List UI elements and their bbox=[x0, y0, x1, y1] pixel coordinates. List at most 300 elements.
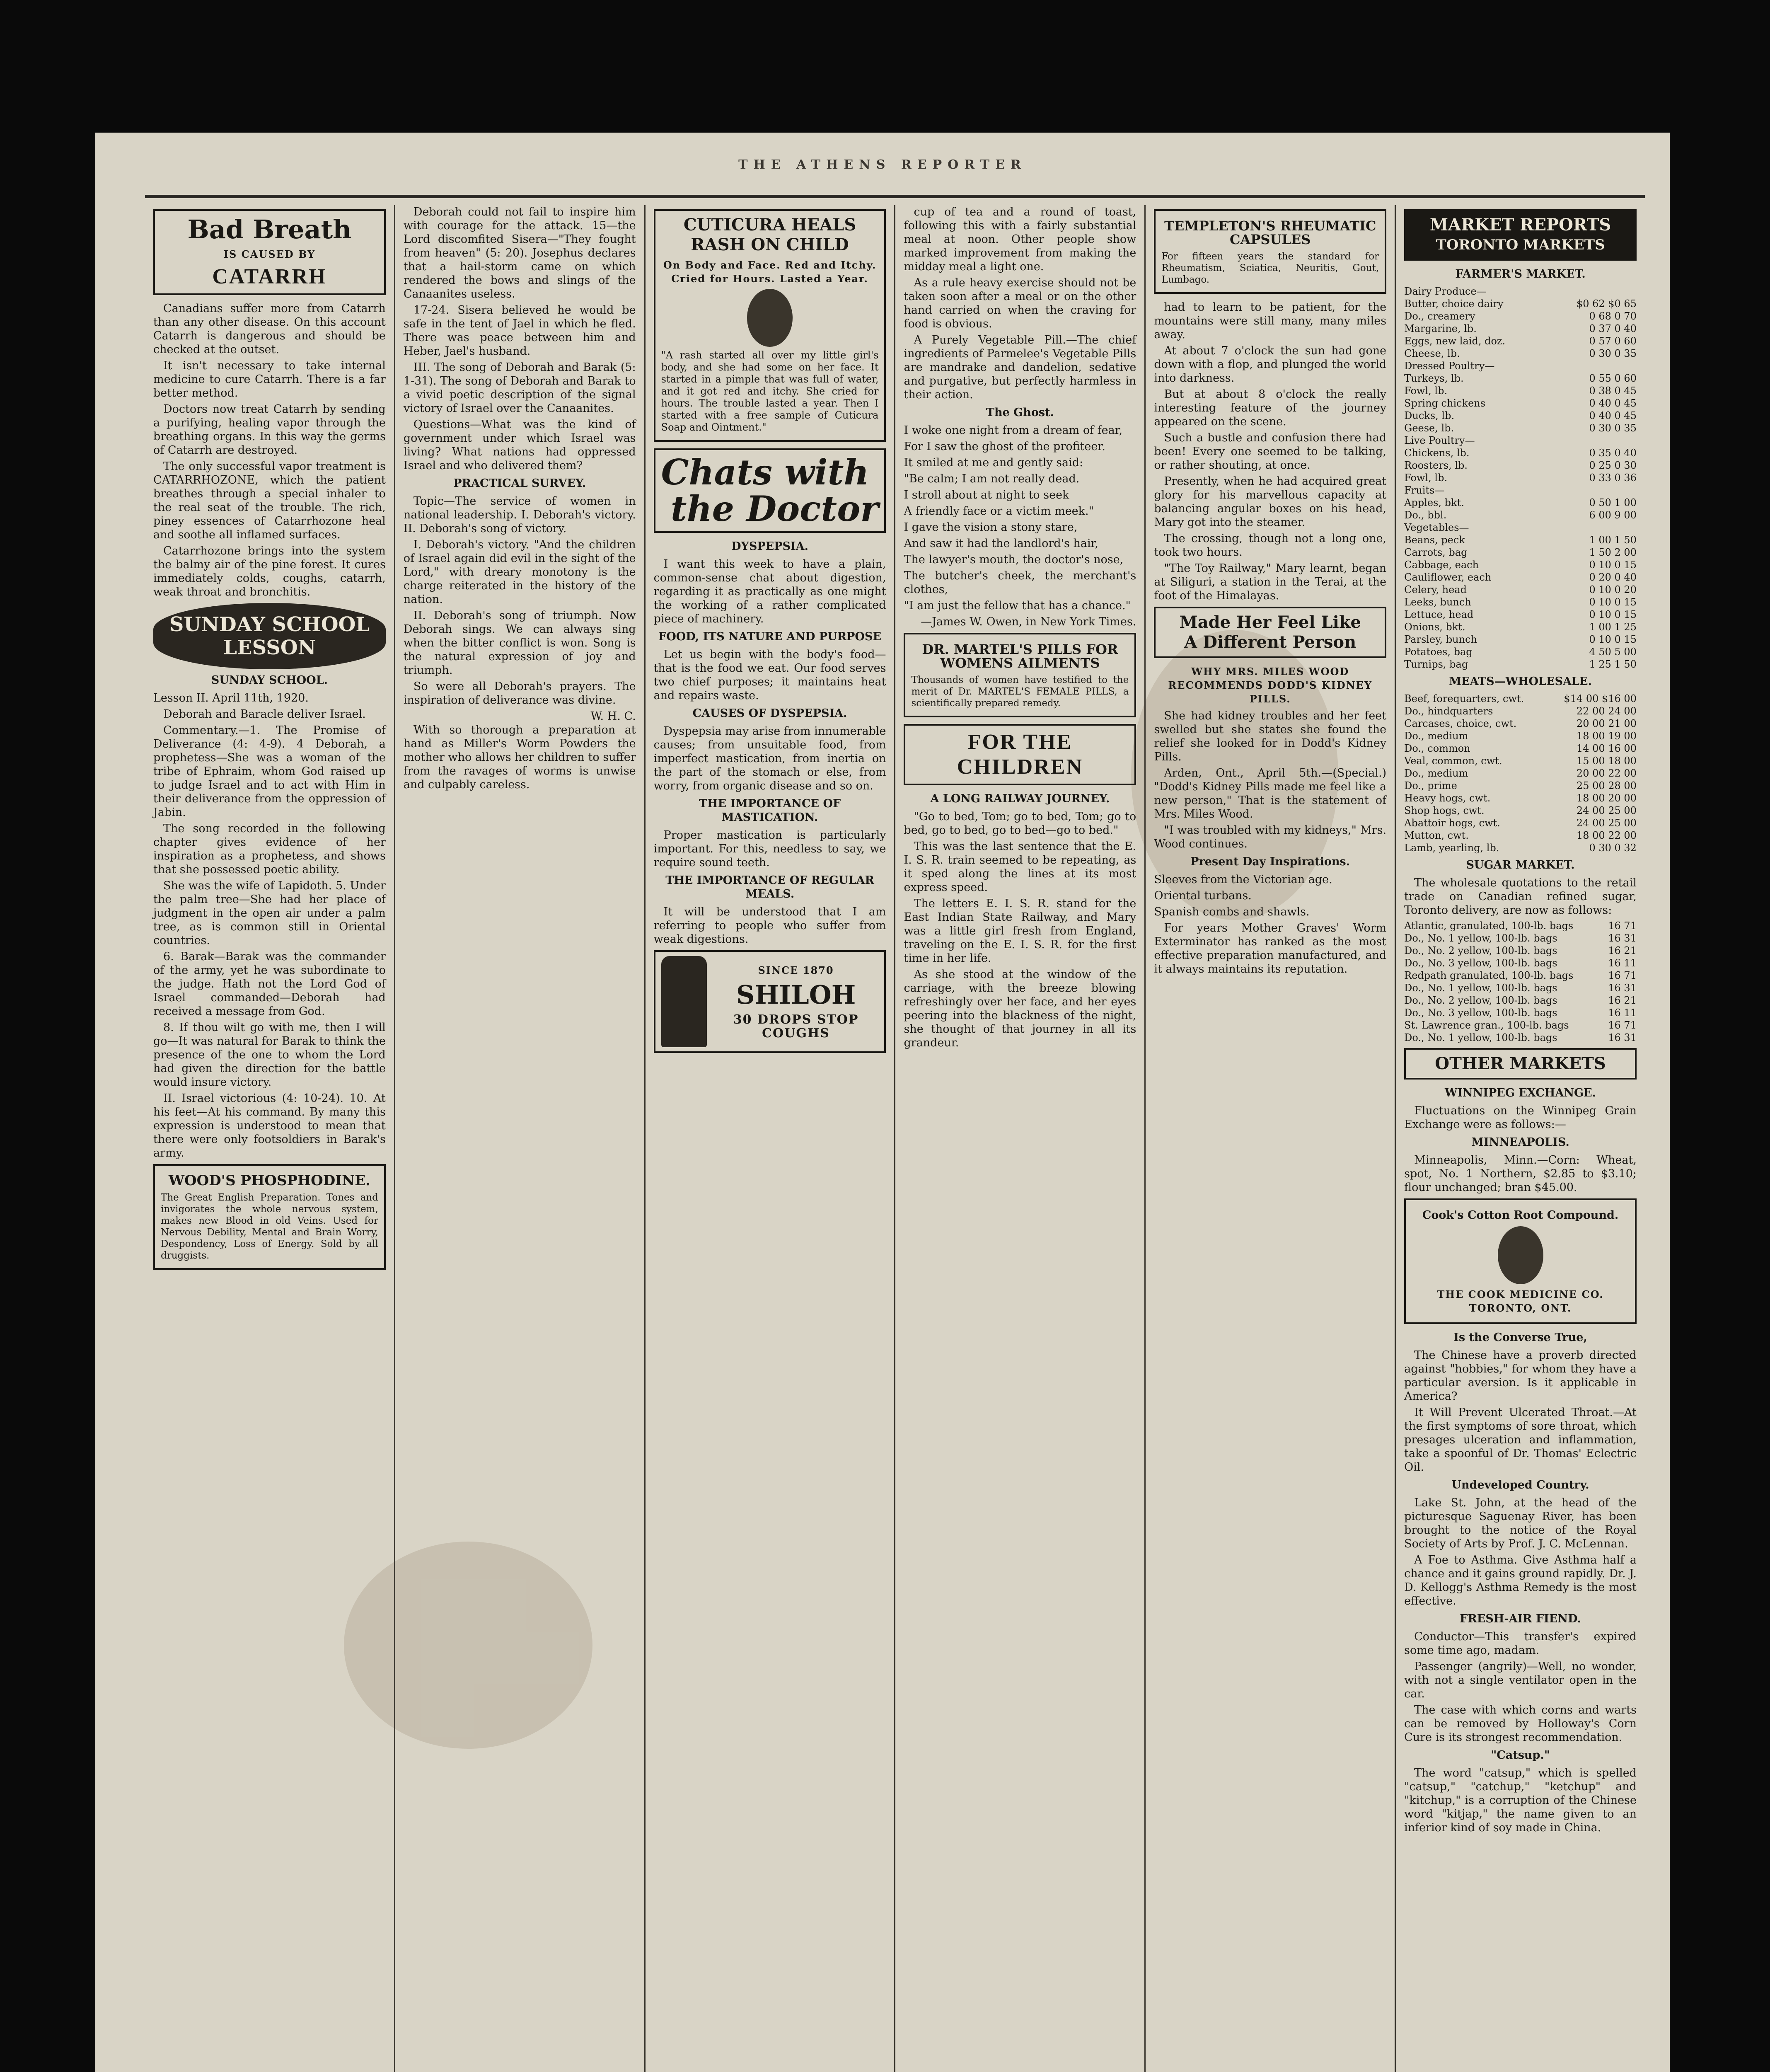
paragraph: The only successful vapor treatment is CATARRHOZONE, which the patient breathes through a special inhaler to the real seat of the trouble. The rich, piney essences of Catarrhozone heal and soothe all inflamed surfaces. bbox=[153, 460, 386, 541]
row-value: 0 57 0 60 bbox=[1589, 335, 1637, 347]
row-label: Fruits— bbox=[1404, 484, 1445, 496]
row-value: 0 35 0 40 bbox=[1589, 447, 1637, 459]
section-heading: FOOD, ITS NATURE AND PURPOSE bbox=[658, 630, 882, 643]
table-row bbox=[1404, 298, 1637, 310]
ad-text: "A rash started all over my little girl's body, and she had some on her face. It started in a pimple that was full of water, and it got red and itchy. She cried for hours. The trouble lasted a year. Then I started with a free sample of Cuticura Soap and Ointment." bbox=[661, 349, 879, 433]
sugar-table bbox=[1404, 920, 1637, 1044]
table-row bbox=[1404, 521, 1637, 534]
paragraph: I. Deborah's victory. "And the children of Israel again did evil in the sight of the Lord," with dreary monotony is the charge reiterated in the history of the nation. bbox=[403, 538, 636, 606]
row-value: 0 10 0 15 bbox=[1589, 596, 1637, 608]
paragraph: The case with which corns and warts can be removed by Holloway's Corn Cure is its strongest recommendation. bbox=[1404, 1704, 1637, 1744]
column-3 bbox=[646, 205, 896, 2072]
paragraph: "The Toy Railway," Mary learnt, began at Siliguri, a station in the Terai, at the foot of the Himalayas. bbox=[1154, 562, 1387, 602]
shiloh-ad bbox=[654, 950, 886, 1053]
table-row bbox=[1404, 534, 1637, 546]
section-heading: Is the Converse True, bbox=[1453, 1331, 1587, 1344]
paragraph: A Foe to Asthma. Give Asthma half a chance and it gains ground rapidly. Dr. J. D. Kellogg's Asthma Remedy is the most effective. bbox=[1404, 1554, 1637, 1607]
table-row bbox=[1404, 608, 1637, 621]
row-label: Heavy hogs, cwt. bbox=[1404, 792, 1491, 804]
paragraph: Doctors now treat Catarrh by sending a purifying, healing vapor through the breathing organs. In this way the germs of Catarrh are destroyed. bbox=[153, 403, 386, 457]
header-line-2: the Doctor bbox=[670, 488, 879, 529]
row-label: Do., No. 3 yellow, 100-lb. bags bbox=[1404, 957, 1557, 969]
poem-line: I stroll about at night to seek bbox=[904, 489, 1069, 501]
section-heading: "Catsup." bbox=[1491, 1749, 1550, 1762]
masthead-rule bbox=[145, 195, 1645, 198]
row-label: Cauliflower, each bbox=[1404, 571, 1492, 583]
row-value: 25 00 28 00 bbox=[1576, 780, 1637, 792]
row-label: Carcases, choice, cwt. bbox=[1404, 718, 1517, 729]
row-value: 16 31 bbox=[1608, 982, 1637, 994]
masthead: THE ATHENS REPORTER bbox=[738, 157, 1027, 172]
ad-title: Cook's Cotton Root Compound. bbox=[1422, 1209, 1619, 1222]
row-label: Fowl, lb. bbox=[1404, 385, 1448, 397]
poem-heading: The Ghost. bbox=[986, 406, 1054, 419]
list-item: Sleeves from the Victorian age. bbox=[1154, 873, 1332, 886]
section-heading: MINNEAPOLIS. bbox=[1471, 1136, 1569, 1149]
paragraph: As she stood at the window of the carriage, with the breeze blowing refreshingly over her face, and her eyes peering into the blackness of the night, she thought of that journey in all its grandeur. bbox=[904, 968, 1136, 1049]
table-row bbox=[1404, 829, 1637, 842]
ad-title: CUTICURA HEALS RASH ON CHILD bbox=[683, 215, 856, 254]
section-heading: THE IMPORTANCE OF MASTICATION. bbox=[699, 797, 841, 824]
column-6 bbox=[1396, 205, 1645, 2072]
table-row bbox=[1404, 994, 1637, 1007]
section-heading: MEATS—WHOLESALE. bbox=[1449, 675, 1592, 688]
row-label: Do., No. 2 yellow, 100-lb. bags bbox=[1404, 945, 1557, 956]
row-label: Veal, common, cwt. bbox=[1404, 755, 1502, 767]
column-2 bbox=[395, 205, 646, 2072]
row-value: 18 00 22 00 bbox=[1576, 830, 1637, 841]
row-label: Turnips, bag bbox=[1404, 658, 1468, 670]
row-value: 1 00 1 25 bbox=[1589, 621, 1637, 633]
paragraph: The song recorded in the following chapter gives evidence of her inspiration as a prophetess, and shows that she possessed poetic ability. bbox=[153, 822, 386, 876]
table-row bbox=[1404, 633, 1637, 646]
row-label: Carrots, bag bbox=[1404, 547, 1468, 558]
table-row bbox=[1404, 509, 1637, 521]
poem-line: It smiled at me and gently said: bbox=[904, 456, 1083, 469]
table-row bbox=[1404, 459, 1637, 472]
banner-title: MARKET REPORTS bbox=[1429, 215, 1611, 235]
paragraph: Proper mastication is particularly important. For this, needless to say, we require sound teeth. bbox=[653, 829, 886, 869]
row-value: 0 50 1 00 bbox=[1589, 497, 1637, 508]
row-value: 0 10 0 20 bbox=[1589, 584, 1637, 595]
header-title: FOR THE CHILDREN bbox=[957, 730, 1083, 779]
row-value: 16 71 bbox=[1608, 920, 1637, 932]
table-row bbox=[1404, 932, 1637, 944]
dodds-header bbox=[1154, 607, 1386, 658]
row-label: Shop hogs, cwt. bbox=[1404, 805, 1485, 816]
poem-line: I gave the vision a stony stare, bbox=[904, 521, 1078, 534]
row-value: 22 00 24 00 bbox=[1576, 705, 1637, 717]
table-row bbox=[1404, 484, 1637, 496]
section-heading: THE IMPORTANCE OF REGULAR MEALS. bbox=[665, 874, 874, 900]
row-label: Geese, lb. bbox=[1404, 422, 1454, 434]
row-value: 16 71 bbox=[1608, 970, 1637, 981]
table-row bbox=[1404, 792, 1637, 804]
row-value: 0 40 0 45 bbox=[1589, 397, 1637, 409]
table-row bbox=[1404, 692, 1637, 705]
table-row bbox=[1404, 705, 1637, 717]
row-label: Onions, bkt. bbox=[1404, 621, 1465, 633]
section-heading: CAUSES OF DYSPEPSIA. bbox=[692, 707, 847, 720]
row-label: Mutton, cwt. bbox=[1404, 830, 1469, 841]
table-row bbox=[1404, 982, 1637, 994]
row-label: Lettuce, head bbox=[1404, 609, 1474, 620]
row-label: Fowl, lb. bbox=[1404, 472, 1448, 484]
bottle-icon bbox=[661, 956, 707, 1047]
child-portrait bbox=[747, 289, 793, 347]
table-row bbox=[1404, 1031, 1637, 1044]
paragraph: 8. If thou wilt go with me, then I will go—It was natural for Barak to think the presence of the one to whom the Lord had given the direction for the battle would insure victory. bbox=[153, 1021, 386, 1089]
paragraph: Questions—What was the kind of government under which Israel was living? What nations had oppressed Israel and who delivered them? bbox=[403, 418, 636, 472]
columns bbox=[145, 205, 1645, 2072]
table-row bbox=[1404, 944, 1637, 957]
paragraph: Canadians suffer more from Catarrh than any other disease. On this account Catarrh is dangerous and should be checked at the outset. bbox=[153, 302, 386, 356]
row-label: St. Lawrence gran., 100-lb. bags bbox=[1404, 1019, 1569, 1031]
table-row bbox=[1404, 322, 1637, 335]
column-5 bbox=[1146, 205, 1396, 2072]
table-row bbox=[1404, 969, 1637, 982]
row-value: 0 30 0 35 bbox=[1589, 422, 1637, 434]
row-label: Redpath granulated, 100-lb. bags bbox=[1404, 970, 1574, 981]
banner-subtitle: TORONTO MARKETS bbox=[1436, 237, 1605, 253]
row-label: Do., No. 2 yellow, 100-lb. bags bbox=[1404, 995, 1557, 1006]
row-value: 0 68 0 70 bbox=[1589, 310, 1637, 322]
row-value: $14 00 $16 00 bbox=[1564, 693, 1637, 704]
table-row bbox=[1404, 842, 1637, 854]
poem-line: The butcher's cheek, the merchant's clothes, bbox=[904, 569, 1136, 596]
table-row bbox=[1404, 817, 1637, 829]
row-value: 16 31 bbox=[1608, 1032, 1637, 1043]
lesson-heading: SUNDAY SCHOOL. bbox=[211, 674, 328, 687]
paragraph: Catarrhozone brings into the system the balmy air of the pine forest. It cures immediately colds, coughs, catarrh, weak throat and bronchitis. bbox=[153, 545, 386, 598]
ad-company: THE COOK MEDICINE CO. TORONTO, ONT. bbox=[1437, 1288, 1604, 1314]
banner-line-1: SUNDAY SCHOOL bbox=[169, 613, 370, 636]
row-value: 0 33 0 36 bbox=[1589, 472, 1637, 484]
row-value: 16 11 bbox=[1608, 957, 1637, 969]
paragraph: She had kidney troubles and her feet swelled but she states she found the relief she looked for in Dodd's Kidney Pills. bbox=[1154, 709, 1387, 763]
meats-table bbox=[1404, 692, 1637, 854]
row-value: 0 55 0 60 bbox=[1589, 373, 1637, 384]
paragraph: Fluctuations on the Winnipeg Grain Exchange were as follows:— bbox=[1404, 1104, 1637, 1131]
row-label: Do., bbl. bbox=[1404, 509, 1447, 521]
table-row bbox=[1404, 310, 1637, 322]
table-row bbox=[1404, 385, 1637, 397]
row-value: 1 50 2 00 bbox=[1589, 547, 1637, 558]
section-heading: Present Day Inspirations. bbox=[1190, 855, 1350, 868]
paragraph: Presently, when he had acquired great glory for his marvellous capacity at balancing angular boxes on his head, Mary got into the steamer. bbox=[1154, 475, 1387, 529]
paragraph: It isn't necessary to take internal medicine to cure Catarrh. There is a far better method. bbox=[153, 359, 386, 399]
row-label: Vegetables— bbox=[1404, 522, 1469, 533]
row-value: 16 11 bbox=[1608, 1007, 1637, 1019]
row-label: Cheese, lb. bbox=[1404, 348, 1460, 359]
row-value: 4 50 5 00 bbox=[1589, 646, 1637, 658]
paragraph: For years Mother Graves' Worm Exterminator has ranked as the most effective preparation manufactured, and it always maintains its reputation. bbox=[1154, 922, 1387, 975]
table-row bbox=[1404, 717, 1637, 730]
market-reports-banner bbox=[1404, 209, 1637, 261]
row-value: 18 00 19 00 bbox=[1576, 730, 1637, 742]
paragraph: Arden, Ont., April 5th.—(Special.) "Dodd's Kidney Pills made me feel like a new person," That is the statement of Mrs. Miles Wood. bbox=[1154, 767, 1387, 821]
paragraph: Passenger (angrily)—Well, no wonder, with not a single ventilator open in the car. bbox=[1404, 1660, 1637, 1700]
ad-subtitle: On Body and Face. Red and Itchy. Cried for Hours. Lasted a Year. bbox=[663, 259, 877, 285]
paragraph: The wholesale quotations to the retail trade on Canadian refined sugar, Toronto delivery, are now as follows: bbox=[1404, 876, 1637, 917]
paragraph: A Purely Vegetable Pill.—The chief ingredients of Parmelee's Vegetable Pills are mandrake and dandelion, sedative and purgative, but perfectly harmless in their action. bbox=[904, 334, 1136, 401]
paragraph: I want this week to have a plain, common-sense chat about digestion, regarding it as practically as one might the working of a rather complicated piece of machinery. bbox=[653, 558, 886, 625]
table-row bbox=[1404, 779, 1637, 792]
table-row bbox=[1404, 730, 1637, 742]
ad-tagline: 30 DROPS STOP COUGHS bbox=[733, 1012, 859, 1041]
cuticura-ad bbox=[654, 209, 886, 442]
table-row bbox=[1404, 755, 1637, 767]
table-row bbox=[1404, 621, 1637, 633]
section-heading: SUGAR MARKET. bbox=[1466, 859, 1575, 871]
row-label: Dairy Produce— bbox=[1404, 286, 1487, 297]
row-label: Do., No. 1 yellow, 100-lb. bags bbox=[1404, 982, 1557, 994]
table-row bbox=[1404, 285, 1637, 298]
row-value: 0 38 0 45 bbox=[1589, 385, 1637, 397]
newspaper-page bbox=[95, 133, 1670, 2072]
list-item: Oriental turbans. bbox=[1154, 889, 1252, 902]
table-row bbox=[1404, 360, 1637, 372]
ad-text: For fifteen years the standard for Rheumatism, Sciatica, Neuritis, Gout, Lumbago. bbox=[1161, 251, 1379, 285]
row-label: Do., creamery bbox=[1404, 310, 1475, 322]
row-value: 15 00 18 00 bbox=[1576, 755, 1637, 767]
row-label: Cabbage, each bbox=[1404, 559, 1479, 571]
header-line-1: Made Her Feel Like bbox=[1179, 612, 1361, 632]
row-label: Do., prime bbox=[1404, 780, 1457, 792]
row-value: 1 00 1 50 bbox=[1589, 534, 1637, 546]
table-row bbox=[1404, 742, 1637, 755]
row-label: Do., common bbox=[1404, 743, 1470, 754]
ad-title: Bad Breath bbox=[187, 214, 352, 244]
paragraph: II. Deborah's song of triumph. Now Deborah sings. We can always sing when the bitter conflict is won. Song is the natural expression of joy and triumph. bbox=[403, 609, 636, 677]
lesson-title: Deborah and Baracle deliver Israel. bbox=[163, 708, 366, 721]
row-label: Beans, peck bbox=[1404, 534, 1465, 546]
column-1 bbox=[145, 205, 395, 2072]
row-value: 24 00 25 00 bbox=[1576, 817, 1637, 829]
paragraph: She was the wife of Lapidoth. 5. Under the palm tree—She had her place of judgment in the open air under a palm tree, as is common still in Oriental countries. bbox=[153, 879, 386, 947]
table-row bbox=[1404, 472, 1637, 484]
paragraph: As a rule heavy exercise should not be taken soon after a meal or on the other hand carried on when the craving for food is obvious. bbox=[904, 276, 1136, 330]
poem-line: The lawyer's mouth, the doctor's nose, bbox=[904, 553, 1124, 566]
paragraph: The crossing, though not a long one, took two hours. bbox=[1154, 532, 1387, 559]
paragraph: Let us begin with the body's food—that is the food we eat. Our food serves two chief purposes; it maintains heat and repairs waste. bbox=[653, 648, 886, 702]
row-value: 0 40 0 45 bbox=[1589, 410, 1637, 421]
row-value: 14 00 16 00 bbox=[1576, 743, 1637, 754]
poem-line: "Be calm; I am not really dead. bbox=[904, 472, 1080, 485]
row-label: Do., medium bbox=[1404, 730, 1468, 742]
table-row bbox=[1404, 409, 1637, 422]
row-label: Turkeys, lb. bbox=[1404, 373, 1464, 384]
woods-phosphodine-ad bbox=[153, 1164, 386, 1270]
cooks-ad bbox=[1404, 1198, 1637, 1324]
section-heading: FRESH-AIR FIEND. bbox=[1460, 1612, 1581, 1625]
banner-line-2: LESSON bbox=[223, 636, 316, 659]
table-row bbox=[1404, 496, 1637, 509]
row-value: 20 00 22 00 bbox=[1576, 767, 1637, 779]
table-row bbox=[1404, 646, 1637, 658]
column-4 bbox=[895, 205, 1146, 2072]
row-label: Atlantic, granulated, 100-lb. bags bbox=[1404, 920, 1574, 932]
row-label: Do., medium bbox=[1404, 767, 1468, 779]
table-row bbox=[1404, 559, 1637, 571]
row-label: Margarine, lb. bbox=[1404, 323, 1477, 334]
table-row bbox=[1404, 957, 1637, 969]
ad-title: SHILOH bbox=[736, 979, 856, 1010]
table-row bbox=[1404, 1019, 1637, 1031]
row-label: Eggs, new laid, doz. bbox=[1404, 335, 1506, 347]
row-value: 0 37 0 40 bbox=[1589, 323, 1637, 334]
row-value: 16 71 bbox=[1608, 1019, 1637, 1031]
row-value: 0 10 0 15 bbox=[1589, 634, 1637, 645]
row-label: Celery, head bbox=[1404, 584, 1467, 595]
paragraph: The letters E. I. S. R. stand for the East Indian State Railway, and Mary was a little girl fresh from England, traveling on the E. I. S. R. for the first time in her life. bbox=[904, 897, 1136, 965]
poem-credit: —James W. Owen, in New York Times. bbox=[921, 615, 1136, 628]
paragraph: Deborah could not fail to inspire him with courage for the attack. 15—the Lord discomfited Sisera—"They fought from heaven" (5: 20). Josephus declares that a hail-storm came on which rendered the bows and slings of the Canaanites useless. bbox=[403, 206, 636, 300]
paragraph: III. The song of Deborah and Barak (5: 1-31). The song of Deborah and Barak to a vivid poetic description of the signal victory of Israel over the Canaanites. bbox=[403, 361, 636, 415]
section-heading: WINNIPEG EXCHANGE. bbox=[1445, 1087, 1596, 1099]
ad-title: WOOD'S PHOSPHODINE. bbox=[168, 1172, 370, 1189]
row-label: Butter, choice dairy bbox=[1404, 298, 1504, 310]
row-value: 0 10 0 15 bbox=[1589, 559, 1637, 571]
paragraph: Topic—The service of women in national leadership. I. Deborah's victory. II. Deborah's song of victory. bbox=[403, 495, 636, 535]
paragraph: Commentary.—1. The Promise of Deliverance (4: 4-9). 4 Deborah, a prophetess—She was a woman of the tribe of Ephraim, whom God raised up to judge Israel and to act with Him in their deliverance from the oppression of Jabin. bbox=[153, 724, 386, 819]
row-label: Abattoir hogs, cwt. bbox=[1404, 817, 1500, 829]
row-value: 1 25 1 50 bbox=[1589, 658, 1637, 670]
martel-pills-ad bbox=[904, 633, 1136, 717]
table-row bbox=[1404, 804, 1637, 817]
section-heading: PRACTICAL SURVEY. bbox=[453, 477, 586, 490]
ad-title: TEMPLETON'S RHEUMATIC CAPSULES bbox=[1164, 218, 1376, 247]
paragraph: This was the last sentence that the E. I. S. R. train seemed to be repeating, as it sped along the lines at its most express speed. bbox=[904, 840, 1136, 894]
paragraph: It will be understood that I am referring to people who suffer from weak digestions. bbox=[653, 905, 886, 946]
row-label: Dressed Poultry— bbox=[1404, 360, 1495, 372]
row-label: Live Poultry— bbox=[1404, 435, 1475, 446]
poem-line: I woke one night from a dream of fear, bbox=[904, 424, 1123, 437]
row-label: Do., hindquarters bbox=[1404, 705, 1493, 717]
section-subheading: WHY MRS. MILES WOOD RECOMMENDS DODD'S KIDNEY PILLS. bbox=[1168, 666, 1373, 705]
paragraph: The Chinese have a proverb directed against "hobbies," for whom they have a particular aversion. Is it applicable in America? bbox=[1404, 1349, 1637, 1403]
ad-since: SINCE 1870 bbox=[758, 964, 834, 976]
lesson-date: Lesson II. April 11th, 1920. bbox=[153, 692, 309, 704]
poem-line: A friendly face or a victim meek." bbox=[904, 505, 1094, 518]
table-row bbox=[1404, 447, 1637, 459]
paragraph: "Go to bed, Tom; go to bed, Tom; go to bed, go to bed, go to bed—go to bed." bbox=[904, 810, 1136, 837]
row-label: Parsley, bunch bbox=[1404, 634, 1477, 645]
row-value: $0 62 $0 65 bbox=[1576, 298, 1637, 310]
ad-text: Thousands of women have testified to the merit of Dr. MARTEL'S FEMALE PILLS, a scientifically prepared remedy. bbox=[911, 675, 1129, 709]
section-heading: A LONG RAILWAY JOURNEY. bbox=[930, 792, 1110, 805]
header-line-2: A Different Person bbox=[1184, 632, 1357, 652]
templeton-ad bbox=[1154, 209, 1386, 294]
row-label: Do., No. 3 yellow, 100-lb. bags bbox=[1404, 1007, 1557, 1019]
row-label: Do., No. 1 yellow, 100-lb. bags bbox=[1404, 932, 1557, 944]
paragraph: The word "catsup," which is spelled "catsup," "catchup," "ketchup" and "kitchup," is a corruption of the Chinese word "kitjap," the name given to an inferior kind of soy made in China. bbox=[1404, 1767, 1637, 1834]
header-line-1: Chats with bbox=[661, 452, 869, 493]
table-row bbox=[1404, 335, 1637, 347]
table-row bbox=[1404, 397, 1637, 409]
row-value: 0 30 0 35 bbox=[1589, 348, 1637, 359]
paragraph: 6. Barak—Barak was the commander of the army, yet he was subordinate to the judge. Hath not the Lord God of Israel commanded—Deborah had received a message from God. bbox=[153, 950, 386, 1018]
list-item: Spanish combs and shawls. bbox=[1154, 905, 1310, 918]
sunday-school-banner bbox=[153, 603, 386, 669]
table-row bbox=[1404, 571, 1637, 583]
row-label: Do., No. 1 yellow, 100-lb. bags bbox=[1404, 1032, 1557, 1043]
paragraph: Lake St. John, at the head of the picturesque Saguenay River, has been brought to the notice of the Royal Society of Arts by Prof. J. C. McLennan. bbox=[1404, 1496, 1637, 1550]
paragraph: Conductor—This transfer's expired some time ago, madam. bbox=[1404, 1630, 1637, 1657]
row-value: 0 25 0 30 bbox=[1589, 460, 1637, 471]
paragraph: 17-24. Sisera believed he would be safe in the tent of Jael in which he fled. There was peace between him and Heber, Jael's husband. bbox=[403, 304, 636, 358]
section-heading: DYSPEPSIA. bbox=[731, 540, 808, 553]
ad-text: The Great English Preparation. Tones and invigorates the whole nervous system, makes new Blood in old Veins. Used for Nervous Debility, Mental and Brain Worry, Despondency, Loss of Energy. Sold by all druggists. bbox=[161, 1192, 378, 1261]
poem-line: "I am just the fellow that has a chance." bbox=[904, 599, 1131, 612]
paragraph: "I was troubled with my kidneys," Mrs. Wood continues. bbox=[1154, 824, 1387, 850]
ad-name: CATARRH bbox=[212, 265, 327, 288]
paragraph: At about 7 o'clock the sun had gone down with a flop, and plunged the world into darkness. bbox=[1154, 344, 1387, 385]
table-row bbox=[1404, 546, 1637, 559]
row-value: 0 10 0 15 bbox=[1589, 609, 1637, 620]
paragraph: So were all Deborah's prayers. The inspiration of deliverance was divine. bbox=[403, 680, 636, 707]
table-row bbox=[1404, 583, 1637, 596]
table-row bbox=[1404, 372, 1637, 385]
row-value: 16 31 bbox=[1608, 932, 1637, 944]
row-value: 18 00 20 00 bbox=[1576, 792, 1637, 804]
row-value: 16 21 bbox=[1608, 995, 1637, 1006]
section-heading: Undeveloped Country. bbox=[1451, 1479, 1589, 1491]
row-label: Ducks, lb. bbox=[1404, 410, 1455, 421]
row-label: Lamb, yearling, lb. bbox=[1404, 842, 1499, 854]
row-label: Beef, forequarters, cwt. bbox=[1404, 693, 1524, 704]
row-label: Roosters, lb. bbox=[1404, 460, 1468, 471]
row-label: Spring chickens bbox=[1404, 397, 1486, 409]
section-heading: FARMER'S MARKET. bbox=[1455, 268, 1586, 281]
header-title: OTHER MARKETS bbox=[1435, 1054, 1606, 1073]
other-markets-header bbox=[1404, 1048, 1637, 1080]
row-value: 6 00 9 00 bbox=[1589, 509, 1637, 521]
paragraph: It Will Prevent Ulcerated Throat.—At the first symptoms of sore throat, which presages ulceration and inflammation, take a spoonful of Dr. Thomas' Eclectric Oil. bbox=[1404, 1406, 1637, 1474]
ad-subtitle: IS CAUSED BY bbox=[223, 248, 316, 260]
row-label: Potatoes, bag bbox=[1404, 646, 1473, 658]
paragraph: Dyspepsia may arise from innumerable causes; from unsuitable food, from imperfect mastication, from inertia on the part of the stomach or else, from worry, from organic disease and so on. bbox=[653, 725, 886, 792]
row-value: 16 21 bbox=[1608, 945, 1637, 956]
paragraph: But at about 8 o'clock the really interesting feature of the journey appeared on the scene. bbox=[1154, 388, 1387, 428]
paragraph: Minneapolis, Minn.—Corn: Wheat, spot, No. 1 Northern, $2.85 to $3.10; flour unchanged; bran $45.00. bbox=[1404, 1154, 1637, 1194]
children-header bbox=[904, 724, 1136, 785]
table-row bbox=[1404, 596, 1637, 608]
table-row bbox=[1404, 434, 1637, 447]
farmers-market-table bbox=[1404, 285, 1637, 670]
poem-line: And saw it had the landlord's hair, bbox=[904, 537, 1099, 550]
table-row bbox=[1404, 767, 1637, 779]
table-row bbox=[1404, 1007, 1637, 1019]
table-row bbox=[1404, 658, 1637, 670]
table-row bbox=[1404, 347, 1637, 360]
paragraph: cup of tea and a round of toast, following this with a fairly substantial meal at noon. Other people show marked improvement from making the midday meal a light one. bbox=[904, 206, 1136, 273]
poem-line: For I saw the ghost of the profiteer. bbox=[904, 440, 1105, 453]
paragraph: With so thorough a preparation at hand as Miller's Worm Powders the mother who allows her children to suffer from the ravages of worms is unwise and culpably careless. bbox=[403, 724, 636, 791]
row-label: Apples, bkt. bbox=[1404, 497, 1464, 508]
row-label: Chickens, lb. bbox=[1404, 447, 1470, 459]
bad-breath-ad bbox=[153, 209, 386, 295]
row-value: 0 20 0 40 bbox=[1589, 571, 1637, 583]
row-label: Leeks, bunch bbox=[1404, 596, 1471, 608]
row-value: 20 00 21 00 bbox=[1576, 718, 1637, 729]
chats-header bbox=[654, 448, 886, 533]
ad-title: DR. MARTEL'S PILLS FOR WOMENS AILMENTS bbox=[922, 641, 1118, 671]
table-row bbox=[1404, 920, 1637, 932]
paragraph: Such a bustle and confusion there had been! Every one seemed to be talking, or rather shouting, at once. bbox=[1154, 431, 1387, 472]
row-value: 0 30 0 32 bbox=[1589, 842, 1637, 854]
woman-portrait bbox=[1498, 1226, 1543, 1284]
